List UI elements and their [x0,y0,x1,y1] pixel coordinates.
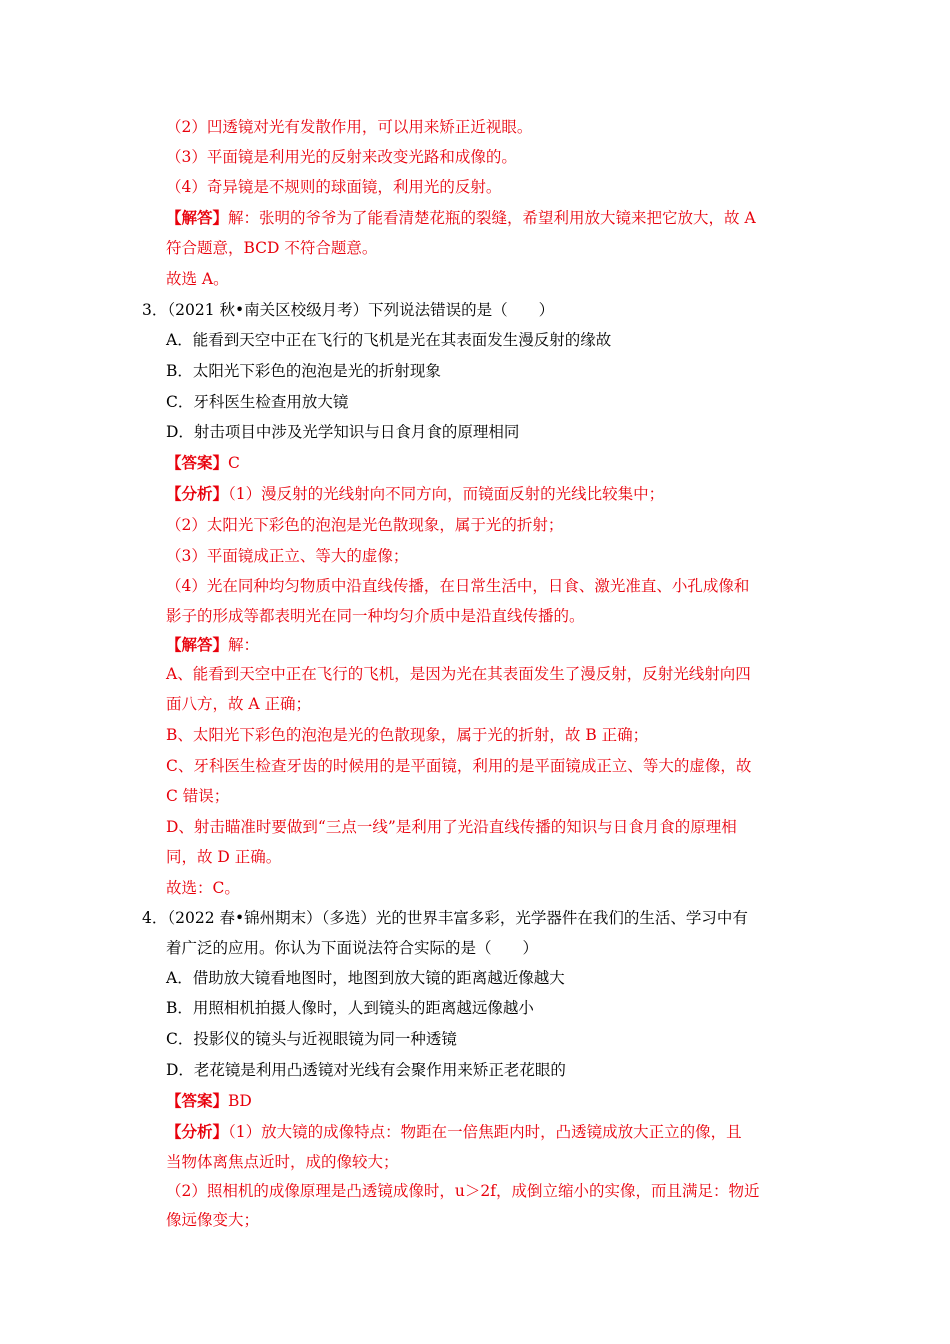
q3-analysis-line: （3）平面镜成正立、等大的虚像； [166,547,409,565]
q3-solution-head: 解： [228,636,260,654]
q2-analysis-line: （2）凹透镜对光有发散作用，可以用来矫正近视眼。 [166,118,533,136]
q2-analysis-line: （3）平面镜是利用光的反射来改变光路和成像的。 [166,148,517,166]
q4-answer-value: BD [228,1092,252,1110]
q4-option-a: A．借助放大镜看地图时，地图到放大镜的距离越近像越大 [166,969,565,987]
q3-analysis [166,483,816,505]
q3-analysis-text: （1）漫反射的光线射向不同方向，而镜面反射的光线比较集中； [228,485,665,503]
q3-option-b: B．太阳光下彩色的泡泡是光的折射现象 [166,362,441,380]
q3-solution-line: B、太阳光下彩色的泡泡是光的色散现象，属于光的折射，故 B 正确； [166,726,649,744]
answer-tag: 【答案】 [166,1091,229,1110]
analysis-tag: 【分析】 [166,484,229,503]
q4-option-d: D．老花镜是利用凸透镜对光线有会聚作用来矫正老花眼的 [166,1061,566,1079]
q2-analysis-line: （4）奇异镜是不规则的球面镜，利用光的反射。 [166,178,502,196]
q3-analysis-line: （2）太阳光下彩色的泡泡是光色散现象，属于光的折射； [166,516,564,534]
q4-option-b: B．用照相机拍摄人像时，人到镜头的距离越远像越小 [166,999,534,1017]
q3-solution-line: 同，故 D 正确。 [166,848,282,866]
q4-stem-line: 着广泛的应用。你认为下面说法符合实际的是（ ） [166,939,539,957]
q3-choose: 故选：C。 [166,879,240,897]
q3-answer-value: C [228,454,240,472]
q4-analysis-line: 当物体离焦点近时，成的像较大； [166,1153,399,1171]
q4-analysis-text: （1）放大镜的成像特点：物距在一倍焦距内时，凸透镜成放大正立的像，且 [228,1123,742,1141]
q2-solution-text: 解：张明的爷爷为了能看清楚花瓶的裂缝，希望利用放大镜来把它放大，故 A [228,209,756,227]
q3-solution-line: D、射击瞄准时要做到“三点一线”是利用了光沿直线传播的知识与日食月食的原理相 [166,818,737,836]
q4-option-c: C．投影仪的镜头与近视眼镜为同一种透镜 [166,1030,457,1048]
q2-solution [166,207,816,229]
q3-solution-line: C、牙科医生检查牙齿的时候用的是平面镜，利用的是平面镜成正立、等大的虚像，故 [166,757,752,775]
q3-option-c: C．牙科医生检查用放大镜 [166,393,349,411]
q3-solution-line: C 错误； [166,787,230,805]
q2-solution-line: 符合题意，BCD 不符合题意。 [166,239,378,257]
q4-answer [166,1090,816,1112]
q3-analysis-line: （4）光在同种均匀物质中沿直线传播，在日常生活中，日食、激光准直、小孔成像和 [166,577,750,595]
q4-analysis-line: （2）照相机的成像原理是凸透镜成像时，u＞2f，成倒立缩小的实像，而且满足：物近 [166,1182,760,1200]
q3-solution-line: 面八方，故 A 正确； [166,695,312,713]
q3-option-d: D．射击项目中涉及光学知识与日食月食的原理相同 [166,423,520,441]
q4-analysis [166,1121,816,1143]
q3-answer [166,452,816,474]
q3-stem: 3．（2021 秋•南关区校级月考）下列说法错误的是（ ） [142,301,555,319]
solution-tag: 【解答】 [166,208,229,227]
q4-stem: 4．（2022 春•锦州期末）（多选）光的世界丰富多彩，光学器件在我们的生活、学习中有 [142,909,748,927]
q3-solution-line: A、能看到天空中正在飞行的飞机，是因为光在其表面发生了漫反射，反射光线射向四 [166,665,751,683]
q3-solution [166,634,816,656]
q2-choose: 故选 A。 [166,270,229,288]
analysis-tag: 【分析】 [166,1122,229,1141]
q4-analysis-line: 像远像变大； [166,1211,260,1229]
answer-tag: 【答案】 [166,453,229,472]
q3-analysis-line: 影子的形成等都表明光在同一种均匀介质中是沿直线传播的。 [166,607,585,625]
q3-option-a: A．能看到天空中正在飞行的飞机是光在其表面发生漫反射的缘故 [166,331,612,349]
solution-tag: 【解答】 [166,635,229,654]
